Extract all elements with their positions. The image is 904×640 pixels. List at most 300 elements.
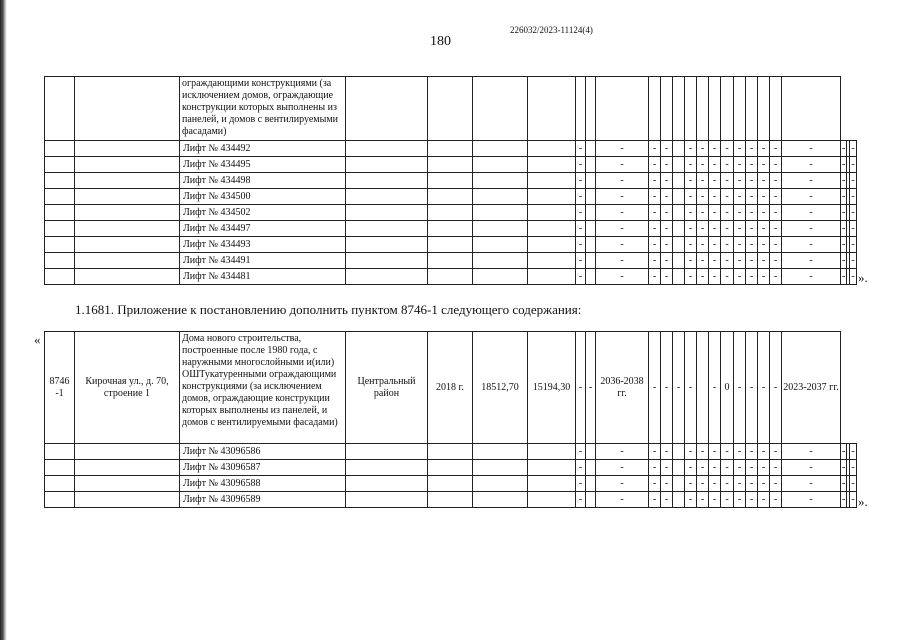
lift-cell: -: [576, 492, 586, 508]
lift-row: [45, 205, 857, 221]
lift-row: [45, 221, 857, 237]
lift-cell: -: [697, 492, 709, 508]
lift-cell: -: [721, 460, 734, 476]
lift-cell: -: [734, 476, 746, 492]
lift-cell: -: [697, 237, 709, 253]
lift-cell: -: [649, 444, 661, 460]
lift-cell: -: [649, 173, 661, 189]
lift-label: Лифт № 434481: [180, 269, 346, 285]
desc-row: [45, 77, 857, 141]
lift-cell: -: [758, 173, 770, 189]
lift-cell: [586, 157, 596, 173]
lift-cell: -: [661, 269, 673, 285]
lift-cell: -: [850, 476, 856, 492]
lift-cell: -: [841, 476, 847, 492]
lift-cell: -: [596, 205, 649, 221]
item-cell: -: [709, 332, 721, 444]
lift-cell: -: [685, 205, 697, 221]
lift-cell: [586, 237, 596, 253]
lift-table-continuation: [44, 76, 857, 285]
lift-cell: -: [770, 237, 782, 253]
lift-cell: [528, 444, 576, 460]
lift-cell: -: [576, 205, 586, 221]
lift-row: [45, 189, 857, 205]
lift-cell: -: [661, 189, 673, 205]
lift-cell: [528, 476, 576, 492]
lift-cell: [586, 253, 596, 269]
lift-cell: [673, 189, 685, 205]
lift-cell: [673, 205, 685, 221]
scan-left-edge: [0, 0, 7, 640]
lift-cell: -: [649, 460, 661, 476]
lift-cell: -: [697, 221, 709, 237]
lift-cell: -: [758, 269, 770, 285]
lift-cell: [673, 460, 685, 476]
item-number: 8746 -1: [45, 332, 75, 444]
lift-cell: [473, 221, 528, 237]
lift-cell: -: [841, 141, 847, 157]
lift-cell: [528, 173, 576, 189]
item-cell: -: [661, 332, 673, 444]
lift-cell: [346, 157, 428, 173]
lift-cell: -: [685, 460, 697, 476]
item-cell: 2036-2038 гг.: [596, 332, 649, 444]
lift-cell: [428, 460, 473, 476]
lift-cell: -: [685, 237, 697, 253]
lift-cell: -: [685, 157, 697, 173]
lift-cell: -: [734, 141, 746, 157]
lift-cell: -: [661, 237, 673, 253]
lift-cell: -: [709, 189, 721, 205]
lift-cell: -: [576, 237, 586, 253]
item-cell: -: [576, 332, 586, 444]
lift-cell: [346, 253, 428, 269]
lift-cell: [428, 476, 473, 492]
lift-cell: -: [661, 460, 673, 476]
total-area: 18512,70: [473, 332, 528, 444]
lift-cell: -: [850, 237, 856, 253]
lift-cell: -: [782, 269, 841, 285]
lift-cell: [428, 253, 473, 269]
lift-cell: -: [734, 189, 746, 205]
lift-label: Лифт № 434493: [180, 237, 346, 253]
lift-cell: -: [685, 269, 697, 285]
lift-cell: -: [782, 476, 841, 492]
lift-cell: -: [850, 444, 856, 460]
lift-label: Лифт № 434502: [180, 205, 346, 221]
lift-table-new-item: [44, 331, 857, 508]
lift-cell: [586, 221, 596, 237]
item-cell: -: [685, 332, 697, 444]
lift-cell: -: [596, 141, 649, 157]
lift-cell: [428, 221, 473, 237]
amendment-paragraph: 1.1681. Приложение к постановлению дополнить пунктом 8746-1 следующего содержания:: [75, 302, 582, 317]
lift-cell: -: [661, 492, 673, 508]
lift-cell: -: [596, 253, 649, 269]
lift-cell: -: [841, 189, 847, 205]
lift-cell: -: [649, 221, 661, 237]
lift-label: Лифт № 434495: [180, 157, 346, 173]
lift-cell: -: [734, 205, 746, 221]
lift-cell: -: [685, 476, 697, 492]
item-cell: 2023-2037 гг.: [782, 332, 841, 444]
lift-cell: [473, 205, 528, 221]
lift-cell: [528, 141, 576, 157]
lift-cell: [346, 141, 428, 157]
lift-cell: -: [596, 460, 649, 476]
lift-cell: -: [746, 173, 758, 189]
lift-cell: -: [576, 157, 586, 173]
lift-cell: -: [661, 476, 673, 492]
district: Центральный район: [346, 332, 428, 444]
lift-cell: -: [746, 141, 758, 157]
lift-cell: -: [734, 221, 746, 237]
lift-cell: -: [661, 141, 673, 157]
lift-cell: -: [782, 189, 841, 205]
lift-cell: -: [758, 253, 770, 269]
opening-quote-2: «: [34, 332, 41, 347]
lift-cell: -: [746, 189, 758, 205]
lift-label: Лифт № 434497: [180, 221, 346, 237]
document-id: 226032/2023-11124(4): [510, 25, 593, 35]
lift-cell: -: [709, 157, 721, 173]
lift-cell: -: [661, 221, 673, 237]
lift-cell: [346, 444, 428, 460]
lift-cell: -: [782, 444, 841, 460]
lift-cell: [428, 444, 473, 460]
lift-label: Лифт № 434498: [180, 173, 346, 189]
lift-cell: -: [576, 141, 586, 157]
lift-cell: -: [697, 189, 709, 205]
address: Кирочная ул., д. 70, строение 1: [75, 332, 180, 444]
lift-cell: -: [758, 205, 770, 221]
lift-cell: [473, 237, 528, 253]
lift-cell: [586, 173, 596, 189]
item-cell: -: [673, 332, 685, 444]
lift-cell: [528, 205, 576, 221]
lift-cell: [673, 269, 685, 285]
lift-cell: -: [685, 221, 697, 237]
lift-cell: -: [709, 141, 721, 157]
lift-cell: [346, 269, 428, 285]
closing-quote-1: ».: [858, 270, 868, 285]
lift-cell: -: [746, 460, 758, 476]
lift-cell: -: [782, 492, 841, 508]
lift-cell: -: [576, 476, 586, 492]
lift-cell: -: [782, 157, 841, 173]
lift-cell: [428, 492, 473, 508]
lift-cell: -: [596, 237, 649, 253]
lift-cell: [346, 237, 428, 253]
lift-cell: -: [576, 444, 586, 460]
lift-cell: [428, 173, 473, 189]
lift-cell: -: [770, 157, 782, 173]
lift-cell: -: [770, 492, 782, 508]
lift-cell: -: [649, 476, 661, 492]
lift-cell: -: [746, 221, 758, 237]
lift-cell: -: [746, 476, 758, 492]
page-number: 180: [430, 34, 451, 49]
lift-cell: -: [770, 460, 782, 476]
lift-cell: -: [685, 141, 697, 157]
lift-row: [45, 444, 857, 460]
lift-cell: [586, 205, 596, 221]
lift-cell: -: [770, 189, 782, 205]
item-cell: 0: [721, 332, 734, 444]
lift-cell: -: [758, 492, 770, 508]
lift-label: Лифт № 43096587: [180, 460, 346, 476]
lift-cell: -: [576, 269, 586, 285]
lift-cell: [673, 237, 685, 253]
lift-cell: -: [734, 157, 746, 173]
lift-cell: -: [734, 460, 746, 476]
lift-cell: -: [758, 444, 770, 460]
lift-cell: [346, 492, 428, 508]
lift-cell: -: [596, 173, 649, 189]
lift-cell: [473, 141, 528, 157]
lift-cell: -: [782, 253, 841, 269]
item-cell: -: [758, 332, 770, 444]
lift-cell: -: [649, 492, 661, 508]
lift-cell: -: [649, 189, 661, 205]
lift-cell: [473, 173, 528, 189]
lift-cell: -: [758, 237, 770, 253]
lift-cell: -: [649, 253, 661, 269]
lift-cell: -: [576, 189, 586, 205]
item-cell: -: [770, 332, 782, 444]
lift-cell: -: [697, 157, 709, 173]
lift-cell: [528, 492, 576, 508]
lift-label: Лифт № 434492: [180, 141, 346, 157]
lift-cell: [473, 492, 528, 508]
lift-label: Лифт № 434491: [180, 253, 346, 269]
item-main-row: [45, 332, 857, 444]
lift-cell: [346, 189, 428, 205]
lift-cell: -: [685, 492, 697, 508]
lift-cell: -: [841, 237, 847, 253]
lift-cell: -: [841, 269, 847, 285]
lift-cell: -: [596, 444, 649, 460]
lift-row: [45, 269, 857, 285]
lift-cell: -: [841, 205, 847, 221]
lift-cell: -: [770, 173, 782, 189]
item-cell: -: [746, 332, 758, 444]
lift-cell: [346, 460, 428, 476]
lift-cell: [346, 205, 428, 221]
lift-cell: -: [709, 173, 721, 189]
lift-cell: [346, 221, 428, 237]
lift-cell: -: [841, 157, 847, 173]
lift-cell: -: [758, 141, 770, 157]
lift-cell: -: [746, 492, 758, 508]
lift-cell: -: [576, 253, 586, 269]
lift-cell: -: [685, 444, 697, 460]
lift-row: [45, 141, 857, 157]
lift-cell: -: [721, 205, 734, 221]
lift-cell: [673, 444, 685, 460]
lift-cell: -: [721, 221, 734, 237]
lift-cell: -: [770, 476, 782, 492]
lift-cell: [346, 173, 428, 189]
lift-cell: -: [721, 189, 734, 205]
lift-cell: -: [596, 221, 649, 237]
lift-label: Лифт № 434500: [180, 189, 346, 205]
lift-cell: -: [709, 460, 721, 476]
lift-cell: [673, 141, 685, 157]
lift-cell: -: [734, 269, 746, 285]
lift-cell: -: [758, 221, 770, 237]
lift-cell: -: [649, 141, 661, 157]
lift-cell: -: [721, 173, 734, 189]
lift-cell: -: [841, 173, 847, 189]
lift-cell: -: [841, 253, 847, 269]
lift-cell: -: [746, 253, 758, 269]
lift-cell: -: [746, 444, 758, 460]
lift-cell: [586, 269, 596, 285]
lift-cell: -: [661, 253, 673, 269]
lift-row: [45, 157, 857, 173]
lift-cell: -: [661, 157, 673, 173]
lift-cell: [673, 476, 685, 492]
lift-cell: -: [649, 205, 661, 221]
lift-cell: [473, 269, 528, 285]
lift-cell: -: [782, 173, 841, 189]
lift-row: [45, 237, 857, 253]
lift-cell: -: [697, 173, 709, 189]
lift-cell: -: [850, 269, 856, 285]
lift-cell: -: [697, 444, 709, 460]
lift-cell: -: [709, 444, 721, 460]
lift-cell: [473, 476, 528, 492]
lift-cell: -: [709, 492, 721, 508]
lift-cell: -: [850, 253, 856, 269]
lift-cell: -: [758, 157, 770, 173]
lift-cell: -: [576, 173, 586, 189]
lift-row: [45, 460, 857, 476]
lift-cell: -: [841, 221, 847, 237]
lift-cell: -: [596, 476, 649, 492]
lift-cell: [586, 189, 596, 205]
lift-cell: -: [661, 444, 673, 460]
lift-cell: -: [770, 253, 782, 269]
lift-cell: -: [721, 476, 734, 492]
lift-cell: -: [697, 476, 709, 492]
lift-cell: [428, 269, 473, 285]
lift-cell: [428, 189, 473, 205]
lift-cell: -: [746, 205, 758, 221]
item-cell: [697, 332, 709, 444]
lift-cell: -: [721, 444, 734, 460]
lift-cell: -: [841, 492, 847, 508]
lift-cell: [473, 253, 528, 269]
lift-cell: -: [721, 157, 734, 173]
lift-cell: -: [661, 173, 673, 189]
item-cell: -: [586, 332, 596, 444]
lift-label: Лифт № 43096586: [180, 444, 346, 460]
item-cell: -: [649, 332, 661, 444]
construction-year: 2018 г.: [428, 332, 473, 444]
house-type-description: ограждающими конструкциями (за исключением домов, ограждающие конструкции которых выполнены из панелей, и домов с вентилируемыми фасадами): [180, 77, 346, 141]
lift-cell: -: [850, 141, 856, 157]
lift-cell: [346, 476, 428, 492]
lift-cell: -: [782, 221, 841, 237]
lift-cell: [673, 157, 685, 173]
lift-cell: -: [697, 460, 709, 476]
lift-cell: -: [850, 460, 856, 476]
lift-cell: [473, 460, 528, 476]
lift-cell: -: [697, 141, 709, 157]
lift-cell: -: [782, 237, 841, 253]
lift-cell: [673, 253, 685, 269]
lift-cell: -: [770, 269, 782, 285]
lift-cell: -: [770, 205, 782, 221]
lift-cell: -: [758, 476, 770, 492]
lift-label: Лифт № 43096589: [180, 492, 346, 508]
lift-cell: -: [697, 253, 709, 269]
lift-cell: [428, 205, 473, 221]
lift-cell: [528, 237, 576, 253]
lift-cell: [528, 253, 576, 269]
house-type-description: Дома нового строительства, построенные после 1980 года, с наружными многослойными и(или) ОШТукатуренными ограждающими конструкциями (за исключением домов, ограждающие конструкции которых выполнены из панелей, и домов с вентилируемыми фасадами): [180, 332, 346, 444]
lift-cell: -: [850, 492, 856, 508]
lift-cell: -: [721, 492, 734, 508]
lift-cell: -: [841, 460, 847, 476]
lift-cell: -: [721, 269, 734, 285]
lift-cell: [473, 189, 528, 205]
lift-cell: -: [685, 173, 697, 189]
lift-cell: -: [734, 492, 746, 508]
lift-cell: [586, 141, 596, 157]
lift-cell: [428, 141, 473, 157]
lift-cell: -: [596, 157, 649, 173]
lift-cell: [528, 460, 576, 476]
lift-cell: [428, 157, 473, 173]
lift-cell: -: [782, 205, 841, 221]
lift-row: [45, 253, 857, 269]
lift-cell: -: [576, 460, 586, 476]
lift-cell: [528, 269, 576, 285]
lift-cell: -: [850, 205, 856, 221]
lift-cell: -: [850, 221, 856, 237]
lift-cell: -: [721, 253, 734, 269]
lift-row: [45, 492, 857, 508]
closing-quote-2: ».: [858, 494, 868, 509]
living-area: 15194,30: [528, 332, 576, 444]
lift-cell: [473, 444, 528, 460]
lift-cell: -: [782, 141, 841, 157]
lift-cell: -: [697, 205, 709, 221]
lift-cell: [528, 189, 576, 205]
lift-cell: -: [721, 237, 734, 253]
lift-cell: [673, 492, 685, 508]
lift-cell: -: [746, 269, 758, 285]
lift-cell: -: [746, 157, 758, 173]
lift-cell: -: [596, 189, 649, 205]
lift-cell: [586, 476, 596, 492]
lift-cell: -: [661, 205, 673, 221]
lift-cell: -: [709, 253, 721, 269]
lift-cell: -: [746, 237, 758, 253]
lift-cell: -: [850, 189, 856, 205]
lift-cell: -: [709, 237, 721, 253]
lift-cell: -: [758, 189, 770, 205]
lift-cell: -: [770, 141, 782, 157]
lift-row: [45, 476, 857, 492]
lift-label: Лифт № 43096588: [180, 476, 346, 492]
lift-cell: -: [649, 157, 661, 173]
lift-cell: -: [685, 253, 697, 269]
lift-cell: [586, 492, 596, 508]
